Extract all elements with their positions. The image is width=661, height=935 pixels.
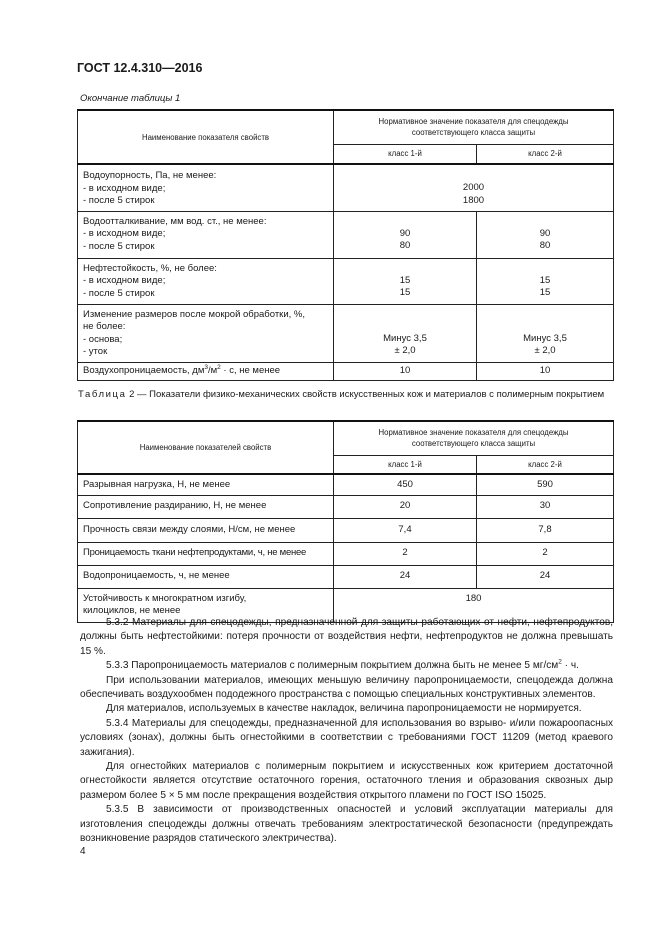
cell-value: 80 [399, 240, 411, 251]
paragraph: 5.3.2 Материалы для спецодежды, предназначенной для защиты работающих от нефти, нефтепродуктов, должны быть нефтестойкими: потеря прочности от воздействия нефти, нефтепродуктов не должна превышать 15 %. [80, 617, 613, 657]
table-1 [77, 109, 614, 381]
row-title: Водопроницаемость, ч, не менее [78, 565, 334, 588]
paragraph: 5.3.3 Паропроницаемость материалов с полимерным покрытием должна быть не менее 5 $мг/см^2 \cdot ч$. [106, 658, 579, 672]
table-row [78, 211, 614, 258]
paragraph: При использовании материалов, имеющих меньшую величину паропроницаемости, спецодежда должна обеспечивать воздухообмен пододежного пространства с помощью специальных конструктивных элементов. [80, 674, 613, 701]
cell-value: 590 [477, 474, 614, 495]
row-line: - в исходном виде; [83, 182, 166, 194]
table-row [78, 362, 614, 380]
cell-value: 24 [334, 565, 477, 588]
cell-value: 15 [539, 287, 551, 298]
table2-header-norm: Нормативное значение показателя для спецодежды соответствующего класса защиты [334, 421, 614, 455]
table-row [78, 518, 614, 542]
body-text [80, 616, 613, 847]
row-line: - после 5 стирок [83, 195, 155, 206]
cell-value: 24 [477, 565, 614, 588]
row-title: Устойчивость к многократном изгибу, [83, 592, 247, 604]
cell-value: 15 [399, 287, 411, 298]
table2-header-class1: класс 1-й [334, 455, 477, 474]
row-title: Проницаемость ткани нефтепродуктами, ч, не менее [78, 542, 334, 565]
row-title: Воздухопроницаемость, $дм^3/м^2 \cdot с$, не менее [78, 362, 334, 380]
table-row [78, 304, 614, 362]
cell-value: 2000 [462, 182, 485, 193]
cell-value: 15 [399, 274, 411, 286]
cell-value: ± 2,0 [394, 345, 416, 356]
cell-value: 7,4 [334, 518, 477, 542]
table-row [78, 542, 614, 565]
cell-value: 1800 [462, 194, 485, 206]
row-line: - в исходном виде; [83, 228, 166, 239]
table-row [78, 565, 614, 588]
cell-value: 90 [539, 227, 551, 239]
cell-value: 2 [334, 542, 477, 565]
table1-header-class1: класс 1-й [334, 144, 477, 164]
row-line: - основа; [83, 333, 123, 345]
row-title: Водоупорность, Па, не менее: [83, 170, 217, 181]
row-line: - после 5 стирок [83, 287, 155, 299]
paragraph: 5.3.5 В зависимости от производственных опасностей и условий эксплуатации материалы для изготовления спецодежды должны отвечать требованиям электростатической безопасности (предупреждать возникновение разрядов статического электричества). [80, 804, 613, 845]
table1-header-norm: Нормативное значение показателя для спецодежды соответствующего класса защиты [334, 110, 614, 144]
table1-header-class2: класс 2-й [477, 144, 614, 164]
table2-caption: Таблица 2 — Показатели физико-механических свойств искусственных кож и материалов с полимерным покрытием [78, 389, 605, 400]
row-line: не более: [83, 321, 126, 332]
cell-value: 7,8 [477, 518, 614, 542]
cell-value: 180 [334, 588, 614, 622]
table-row [78, 474, 614, 495]
cell-value: 2 [477, 542, 614, 565]
row-title: Изменение размеров после мокрой обработки, %, [83, 308, 306, 320]
row-line: килоциклов, не менее [83, 605, 181, 616]
table2-header-class2: класс 2-й [477, 455, 614, 474]
cell-value: 90 [399, 227, 411, 239]
row-title: Прочность связи между слоями, Н/см, не менее [78, 518, 334, 542]
row-title: Разрывная нагрузка, Н, не менее [78, 474, 334, 495]
table-continuation-label: Окончание таблицы 1 [80, 93, 181, 104]
row-title: Сопротивление раздиранию, Н, не менее [78, 495, 334, 518]
cell-value: 15 [539, 274, 551, 286]
cell-value: 80 [539, 240, 551, 251]
cell-value: ± 2,0 [534, 345, 556, 356]
cell-value: 10 [334, 362, 477, 380]
cell-value: 30 [477, 495, 614, 518]
table1-header-name: Наименование показателя свойств [78, 110, 334, 164]
page-number: 4 [80, 846, 86, 857]
paragraph: Для огнестойких материалов с полимерным покрытием и искусственных кож критерием достаточной огнестойкости является отсутствие остаточного горения, остаточного тления и образования сквозных дыр размером более 5 × 5 мм после прекращения воздействия открытого пламени по ГОСТ ISO 15025. [80, 761, 613, 801]
table2-header-name: Наименование показателей свойств [78, 421, 334, 474]
row-line: - после 5 стирок [83, 240, 155, 252]
table-2 [77, 420, 614, 623]
row-title: Водоотталкивание, мм вод. ст., не менее: [83, 215, 267, 227]
table-row [78, 164, 614, 211]
cell-value: 450 [334, 474, 477, 495]
row-title: Нефтестойкость, %, не более: [83, 262, 217, 274]
document-header: ГОСТ 12.4.310—2016 [77, 61, 203, 75]
cell-value: Минус 3,5 [523, 332, 567, 344]
cell-value: 20 [334, 495, 477, 518]
row-line: - уток [83, 346, 108, 357]
paragraph: Для материалов, используемых в качестве накладок, величина паропроницаемости не нормируется. [106, 703, 582, 715]
row-line: - в исходном виде; [83, 275, 166, 286]
table-row [78, 495, 614, 518]
cell-value: Минус 3,5 [383, 332, 427, 344]
table-row [78, 258, 614, 304]
paragraph: 5.3.4 Материалы для спецодежды, предназначенной для использования во взрыво- и/или пожароопасных условиях (зонах), должны быть огнестойкими в соответствии с требованиями ГОСТ 11209 (метод краевого зажигания). [80, 717, 613, 758]
cell-value: 10 [477, 362, 614, 380]
